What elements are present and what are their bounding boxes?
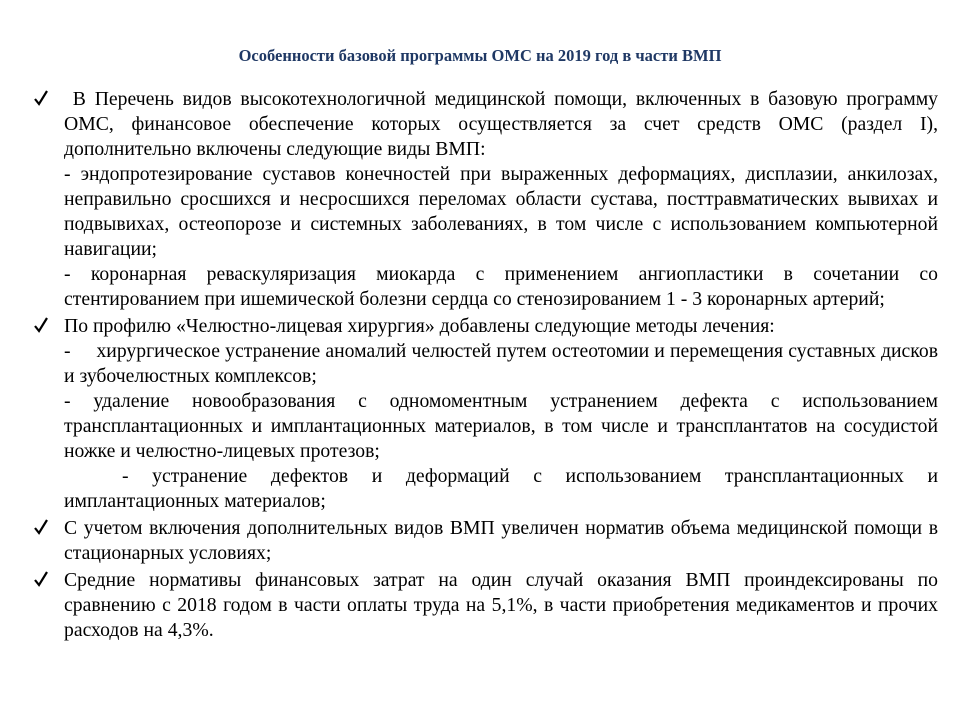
bullet-3-text: С учетом включения дополнительных видов ВМП увеличен норматив объема медицинской помощи в стационарных условиях; <box>64 517 938 564</box>
checkmark-icon <box>34 314 52 339</box>
checkmark-icon <box>34 568 52 593</box>
bullet-3 <box>64 516 938 566</box>
bullet-4-text: Средние нормативы финансовых затрат на один случай оказания ВМП проиндексированы по сравнению с 2018 годом в части оплаты труда на 5,1%, в части приобретения медикаментов и прочих расходов на 4,3%. <box>64 569 938 641</box>
slide-body <box>64 87 943 643</box>
slide-title: Особенности базовой программы ОМС на 2019 год в части ВМП <box>238 46 722 65</box>
bullet-2-text: По профилю «Челюстно-лицевая хирургия» добавлены следующие методы лечения: <box>64 315 775 337</box>
checkmark-icon <box>34 87 52 112</box>
checkmark-icon <box>34 516 52 541</box>
bullet-2-item-3: - устранение дефектов и деформаций с использованием трансплантационных и имплантационных материалов; <box>64 465 938 512</box>
bullet-2-item-1: - хирургическое устранение аномалий челюстей путем остеотомии и перемещения суставных дисков и зубочелюстных комплексов; <box>64 340 943 387</box>
bullet-4 <box>64 568 938 643</box>
bullet-1 <box>64 87 943 162</box>
bullet-2-item-2: - удаление новообразования с одномоментным устранением дефекта с использованием трансплантационных и имплантационных материалов, в том числе и трансплантатов на сосудистой ножке и челюстно-лицевых протезов; <box>64 390 938 462</box>
bullet-1-item-2: - коронарная реваскуляризация миокарда с применением ангиопластики в сочетании со стентированием при ишемической болезни сердца со стенозированием 1 - 3 коронарных артерий; <box>64 263 938 310</box>
bullet-1-item-1: - эндопротезирование суставов конечностей при выраженных деформациях, дисплазии, анкилозах, неправильно сросшихся и несросшихся переломах области сустава, посттравматических вывихах и подвывихах, остеопорозе и системных заболеваниях, в том числе с использованием компьютерной навигации; <box>64 163 938 260</box>
bullet-1-text: В Перечень видов высокотехнологичной медицинской помощи, включенных в базовую программу ОМС, финансовое обеспечение которых осуществляется за счет средств ОМС (раздел I), дополнительно включены следующие виды ВМП: <box>64 88 943 160</box>
bullet-2 <box>64 314 938 339</box>
